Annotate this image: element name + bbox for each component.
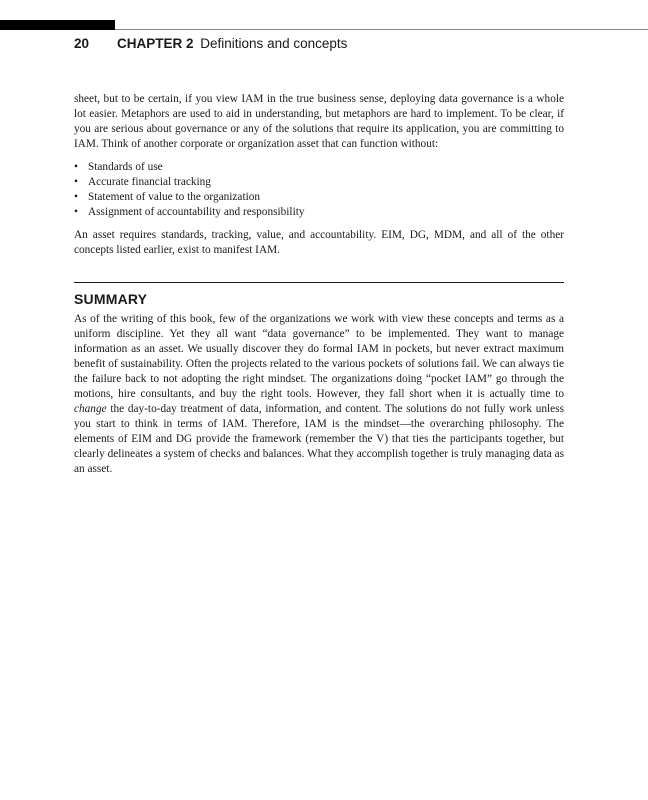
bullet-text: Statement of value to the organization bbox=[88, 191, 261, 203]
bullet-icon: • bbox=[74, 161, 78, 173]
chapter-label: CHAPTER 2 bbox=[117, 36, 194, 51]
bullet-icon: • bbox=[74, 191, 78, 203]
bullet-icon: • bbox=[74, 206, 78, 218]
summary-text-part1: As of the writing of this book, few of the organizations we work with view these concepts and terms as a uniform discipline. Yet they all want “data governance” to be implemented. They want to manage information as an asset. We usually discover they do formal IAM in pockets, but never extract maximum benefit of sustainability. Often the projects related to the various pockets of solutions fail. We can always tie the failure back to not adopting the right mindset. The organizations doing “pocket IAM” go through the motions, hire consultants, and buy the right tools. However, they fall short when it is actually time to bbox=[74, 313, 564, 400]
running-header bbox=[74, 35, 347, 53]
page-number: 20 bbox=[74, 36, 90, 51]
bullet-icon: • bbox=[74, 176, 78, 188]
header-rule bbox=[115, 29, 648, 30]
bullet-text: Standards of use bbox=[88, 161, 163, 173]
bullet-item bbox=[74, 190, 564, 205]
summary-text-part2: the day-to-day treatment of data, information, and content. The solutions do not fully work unless you start to think in terms of IAM. Therefore, IAM is the mindset—the overarching philosophy. The elements of EIM and DG provide the framework (remember the V) that ties the participants together, but clearly delineates a system of checks and balances. What they accomplish together is truly managing data as an asset. bbox=[74, 403, 564, 475]
bullet-item bbox=[74, 205, 564, 220]
bullet-text: Assignment of accountability and responsibility bbox=[88, 206, 305, 218]
summary-emphasis: change bbox=[74, 403, 107, 415]
bullet-list bbox=[74, 160, 564, 220]
bullet-text: Accurate financial tracking bbox=[88, 176, 211, 188]
intro-paragraph: sheet, but to be certain, if you view IAM in the true business sense, deploying data governance is a whole lot easier. Metaphors are used to aid in understanding, but metaphors are hard to implement. To be clear, if you are serious about governance or any of the solutions that require its application, you are committing to IAM. Think of another corporate or organization asset that can function without: bbox=[74, 93, 564, 150]
section-divider bbox=[74, 282, 564, 283]
chapter-title: Definitions and concepts bbox=[200, 36, 348, 51]
summary-paragraph bbox=[74, 312, 564, 477]
bullet-item bbox=[74, 160, 564, 175]
summary-heading: SUMMARY bbox=[74, 291, 148, 307]
asset-paragraph: An asset requires standards, tracking, value, and accountability. EIM, DG, MDM, and all of the other concepts listed earlier, exist to manifest IAM. bbox=[74, 229, 564, 256]
header-black-bar bbox=[0, 20, 115, 30]
page-body bbox=[74, 92, 564, 477]
bullet-item bbox=[74, 175, 564, 190]
